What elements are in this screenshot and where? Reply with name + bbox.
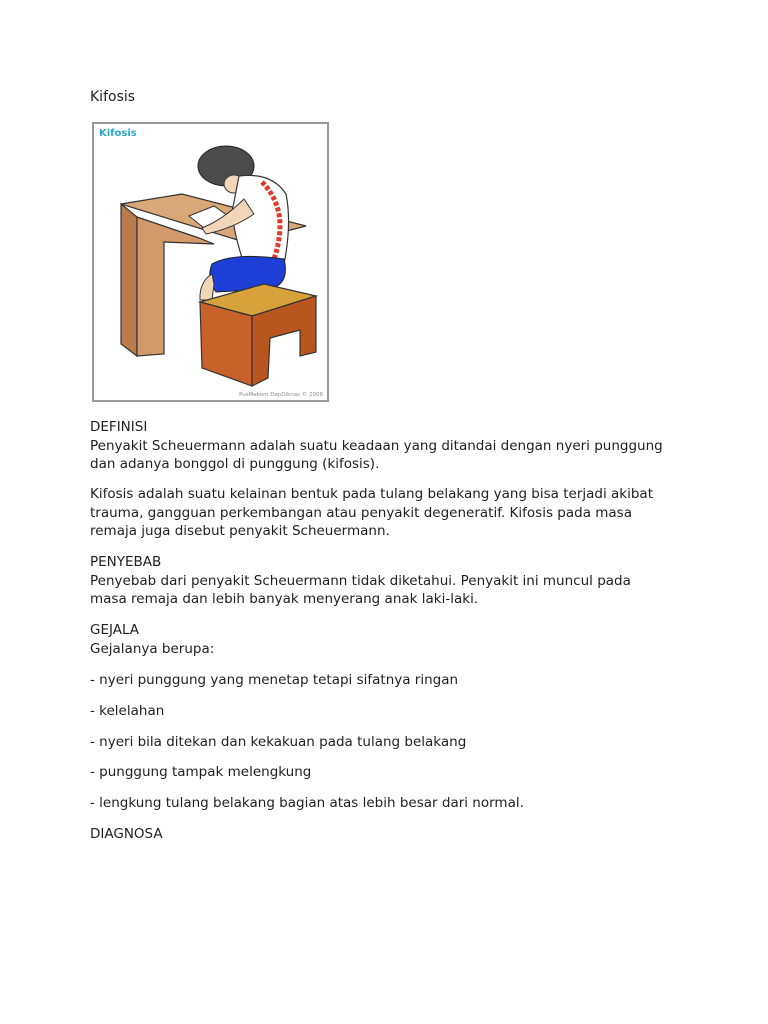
kifosis-line-2: trauma, gangguan perkembangan atau penyakit degeneratif. Kifosis pada masa (90, 504, 632, 521)
definisi-heading: DEFINISI (90, 419, 148, 435)
penyebab-section (90, 553, 690, 609)
diagnosa-heading: DIAGNOSA (90, 826, 163, 842)
gejala-item: - punggung tampak melengkung (90, 764, 312, 780)
definisi-line-1: Penyakit Scheuermann adalah suatu keadaan yang ditandai dengan nyeri punggung (90, 437, 663, 454)
definisi-section (90, 418, 690, 474)
kifosis-drawing (94, 124, 329, 402)
kifosis-line-1: Kifosis adalah suatu kelainan bentuk pada tulang belakang yang bisa terjadi akibat (90, 486, 653, 502)
gejala-item: - lengkung tulang belakang bagian atas lebih besar dari normal. (90, 795, 524, 811)
gejala-section (90, 621, 690, 658)
figure-label: Kifosis (99, 128, 137, 139)
definisi-line-2: dan adanya bonggol di punggung (kifosis). (90, 456, 380, 472)
stool-front (200, 302, 252, 386)
desk-left-panel (121, 204, 137, 356)
penyebab-heading: PENYEBAB (90, 554, 162, 570)
figure-credit: PusMekom DepDiknas © 2008 (239, 392, 323, 398)
document-title: Kifosis (90, 89, 136, 105)
gejala-intro: Gejalanya berupa: (90, 640, 215, 657)
kifosis-illustration (92, 122, 329, 402)
gejala-item: - nyeri bila ditekan dan kekakuan pada tulang belakang (90, 734, 467, 750)
gejala-item: - kelelahan (90, 703, 165, 719)
kifosis-line-3: remaja juga disebut penyakit Scheuermann. (90, 523, 390, 539)
penyebab-line-2: masa remaja dan lebih banyak menyerang anak laki-laki. (90, 591, 479, 607)
penyebab-line-1: Penyebab dari penyakit Scheuermann tidak diketahui. Penyakit ini muncul pada (90, 572, 631, 589)
kifosis-paragraph (90, 485, 690, 541)
gejala-item: - nyeri punggung yang menetap tetapi sifatnya ringan (90, 672, 459, 688)
gejala-heading: GEJALA (90, 622, 140, 638)
legs (200, 274, 214, 300)
